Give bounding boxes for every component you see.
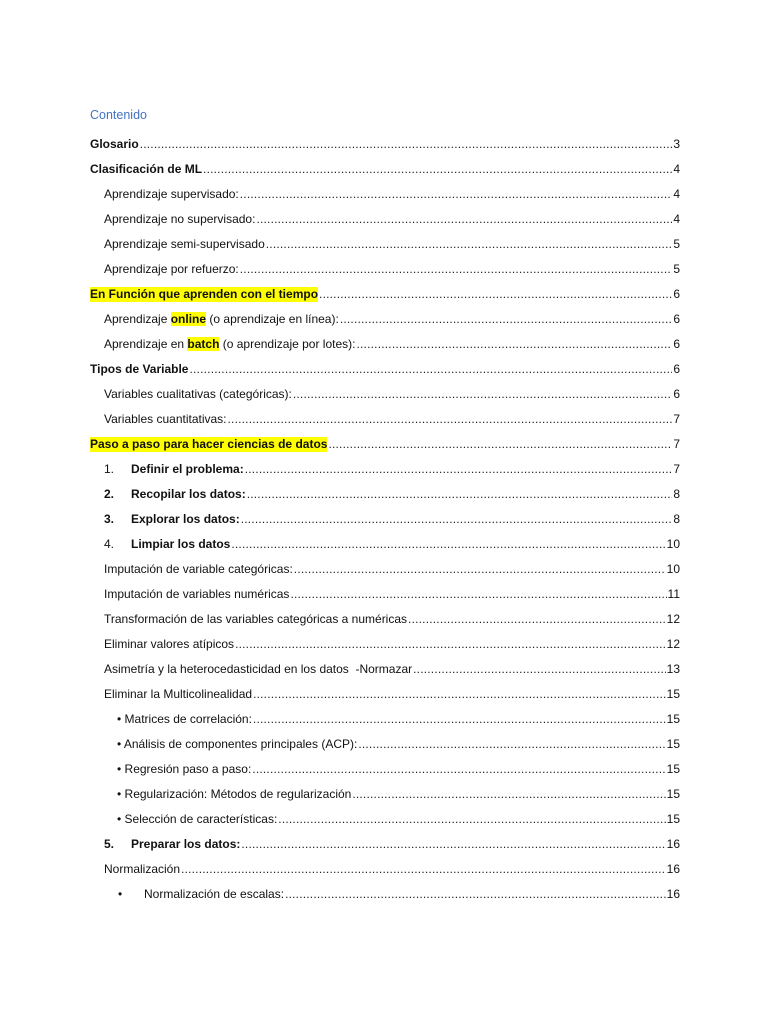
toc-entry-aprendizaje-no-supervisado[interactable] bbox=[104, 207, 680, 227]
toc-page-number: 6 bbox=[673, 362, 680, 376]
toc-page-number: 15 bbox=[666, 812, 680, 826]
toc-entry-explorar-datos[interactable] bbox=[104, 507, 680, 527]
dot-leader bbox=[352, 787, 665, 802]
list-number: 3. bbox=[104, 512, 115, 526]
toc-entry-label: • Regularización: Métodos de regularización bbox=[117, 787, 352, 801]
toc-entry-label bbox=[104, 312, 339, 327]
toc-page-number: 10 bbox=[666, 562, 680, 576]
toc-entry-acp[interactable] bbox=[117, 732, 680, 752]
toc-entry-aprendizaje-por-refuerzo[interactable] bbox=[104, 257, 680, 277]
dot-leader bbox=[140, 137, 673, 152]
list-number: 5. bbox=[104, 837, 115, 851]
label-post: (o aprendizaje en línea): bbox=[206, 312, 339, 326]
toc-entry-label: Recopilar los datos: bbox=[131, 487, 246, 501]
dot-leader bbox=[256, 212, 672, 227]
dot-leader bbox=[189, 362, 672, 377]
toc-entry-label: Tipos de Variable bbox=[90, 362, 189, 376]
toc-page-number: 15 bbox=[666, 737, 680, 751]
toc-entry-label: Aprendizaje supervisado: bbox=[104, 187, 239, 201]
toc-page-number: 15 bbox=[666, 687, 680, 701]
toc-entry-multicolinealidad[interactable] bbox=[104, 682, 680, 702]
toc-entry-limpiar-datos[interactable] bbox=[104, 532, 680, 552]
toc-entry-label: Eliminar la Multicolinealidad bbox=[104, 687, 253, 701]
toc-entry-label: Eliminar valores atípicos bbox=[104, 637, 235, 651]
toc-page-number: 6 bbox=[673, 337, 680, 351]
toc-entry-paso-a-paso[interactable] bbox=[90, 432, 680, 452]
toc-entry-label: Definir el problema: bbox=[131, 462, 244, 476]
toc-page-number: 16 bbox=[666, 862, 680, 876]
toc-page-number: 16 bbox=[666, 887, 680, 901]
toc-entry-label: Aprendizaje por refuerzo: bbox=[104, 262, 239, 276]
toc-entry-variables-cualitativas[interactable] bbox=[104, 382, 680, 402]
toc-page-number: 6 bbox=[673, 312, 680, 326]
dot-leader bbox=[340, 312, 673, 327]
toc-entry-aprendizaje-online[interactable] bbox=[104, 307, 680, 327]
toc-entry-tipos-variable[interactable] bbox=[90, 357, 680, 377]
dot-leader bbox=[235, 637, 666, 652]
toc-entry-imputacion-categoricas[interactable] bbox=[104, 557, 680, 577]
toc-entry-asimetria[interactable] bbox=[104, 657, 680, 677]
dot-leader bbox=[294, 562, 666, 577]
toc-entry-label: • Matrices de correlación: bbox=[117, 712, 252, 726]
toc-page-number: 5 bbox=[673, 262, 680, 276]
toc-entry-label: Asimetría y la heterocedasticidad en los datos -Normazar bbox=[104, 662, 413, 676]
toc-page-number: 7 bbox=[673, 437, 680, 451]
toc-entry-aprendizaje-supervisado[interactable] bbox=[104, 182, 680, 202]
toc-page-number: 6 bbox=[673, 387, 680, 401]
dot-leader bbox=[290, 587, 666, 602]
toc-entry-aprendizaje-batch[interactable] bbox=[104, 332, 680, 352]
bullet-icon: • bbox=[118, 887, 123, 901]
toc-page-number: 11 bbox=[667, 587, 680, 601]
toc-entry-label: Paso a paso para hacer ciencias de datos bbox=[90, 437, 328, 451]
toc-entry-aprendizaje-semi-supervisado[interactable] bbox=[104, 232, 680, 252]
toc-page-number: 15 bbox=[666, 762, 680, 776]
toc-entry-regresion-paso[interactable] bbox=[117, 757, 680, 777]
toc-entry-label: Explorar los datos: bbox=[131, 512, 240, 526]
toc-entry-regularizacion[interactable] bbox=[117, 782, 680, 802]
toc-entry-label: Aprendizaje semi-supervisado bbox=[104, 237, 265, 251]
toc-entry-label: • Regresión paso a paso: bbox=[117, 762, 252, 776]
dot-leader bbox=[241, 512, 673, 527]
label-pre: Aprendizaje bbox=[104, 312, 171, 326]
toc-entry-label: Normalización bbox=[104, 862, 181, 876]
toc-page-number: 15 bbox=[666, 712, 680, 726]
toc-page-number: 8 bbox=[673, 512, 680, 526]
toc-page-number: 12 bbox=[666, 637, 680, 651]
dot-leader bbox=[240, 262, 673, 277]
toc-page-number: 13 bbox=[666, 662, 680, 676]
dot-leader bbox=[231, 537, 665, 552]
toc-page-number: 7 bbox=[673, 412, 680, 426]
toc-entry-label: Variables cualitativas (categóricas): bbox=[104, 387, 292, 401]
toc-page-number: 4 bbox=[673, 212, 680, 226]
label-pre: Aprendizaje en bbox=[104, 337, 188, 351]
toc-page-number: 5 bbox=[673, 237, 680, 251]
dot-leader bbox=[253, 687, 666, 702]
dot-leader bbox=[266, 237, 673, 252]
toc-entry-normalizacion-escalas[interactable] bbox=[104, 882, 680, 902]
dot-leader bbox=[293, 387, 672, 402]
dot-leader bbox=[413, 662, 666, 677]
dot-leader bbox=[278, 812, 665, 827]
highlighted-term: batch bbox=[187, 337, 220, 351]
dot-leader bbox=[228, 412, 673, 427]
toc-entry-label: • Selección de características: bbox=[117, 812, 278, 826]
dot-leader bbox=[319, 287, 672, 302]
dot-leader bbox=[241, 837, 665, 852]
toc-entry-label: • Análisis de componentes principales (ACP): bbox=[117, 737, 358, 751]
dot-leader bbox=[245, 462, 673, 477]
toc-entry-label: Limpiar los datos bbox=[131, 537, 231, 551]
toc-entry-normalizacion[interactable] bbox=[104, 857, 680, 877]
dot-leader bbox=[358, 737, 665, 752]
toc-entry-en-funcion[interactable] bbox=[90, 282, 680, 302]
dot-leader bbox=[252, 762, 665, 777]
toc-entry-label: Variables cuantitativas: bbox=[104, 412, 227, 426]
toc-entry-eliminar-atipicos[interactable] bbox=[104, 632, 680, 652]
toc-entry-preparar-datos[interactable] bbox=[104, 832, 680, 852]
toc-entry-label: Preparar los datos: bbox=[131, 837, 241, 851]
toc-page-number: 3 bbox=[673, 137, 680, 151]
toc-page-number: 8 bbox=[673, 487, 680, 501]
toc-entry-clasificacion-ml[interactable] bbox=[90, 157, 680, 177]
dot-leader bbox=[253, 712, 666, 727]
label-post: (o aprendizaje por lotes): bbox=[219, 337, 356, 351]
toc-entry-definir-problema[interactable] bbox=[104, 457, 680, 477]
toc-entry-label: Normalización de escalas: bbox=[144, 887, 285, 901]
highlighted-term: online bbox=[170, 312, 207, 326]
toc-title: Contenido bbox=[90, 108, 147, 122]
toc-entry-variables-cuantitativas[interactable] bbox=[104, 407, 680, 427]
dot-leader bbox=[408, 612, 666, 627]
dot-leader bbox=[240, 187, 673, 202]
toc-entry-label: Aprendizaje no supervisado: bbox=[104, 212, 256, 226]
dot-leader bbox=[181, 862, 666, 877]
toc-entry-transformacion-variables[interactable] bbox=[104, 607, 680, 627]
toc-entry-label: Clasificación de ML bbox=[90, 162, 203, 176]
toc-entry-matrices-correlacion[interactable] bbox=[117, 707, 680, 727]
toc-entry-label bbox=[104, 337, 355, 352]
toc-page-number: 6 bbox=[673, 287, 680, 301]
list-number: 1. bbox=[104, 462, 115, 476]
toc-entry-label: Glosario bbox=[90, 137, 139, 151]
toc-entry-label: Imputación de variable categóricas: bbox=[104, 562, 293, 576]
toc-page-number: 4 bbox=[673, 187, 680, 201]
list-number: 2. bbox=[104, 487, 115, 501]
list-number: 4. bbox=[104, 537, 115, 551]
dot-leader bbox=[285, 887, 666, 902]
toc-page-number: 12 bbox=[666, 612, 680, 626]
toc-page-number: 10 bbox=[666, 537, 680, 551]
toc-page-number: 15 bbox=[666, 787, 680, 801]
toc-entry-label: En Función que aprenden con el tiempo bbox=[90, 287, 319, 301]
toc-entry-glosario[interactable] bbox=[90, 132, 680, 152]
toc-entry-label: Transformación de las variables categóricas a numéricas bbox=[104, 612, 408, 626]
dot-leader bbox=[328, 437, 672, 452]
toc-page-number: 4 bbox=[673, 162, 680, 176]
toc-entry-recopilar-datos[interactable] bbox=[104, 482, 680, 502]
dot-leader bbox=[203, 162, 672, 177]
toc-entry-imputacion-numericas[interactable] bbox=[104, 582, 680, 602]
toc-entry-seleccion-caracteristicas[interactable] bbox=[117, 807, 680, 827]
dot-leader bbox=[247, 487, 673, 502]
toc-page-number: 7 bbox=[673, 462, 680, 476]
toc-entry-label: Imputación de variables numéricas bbox=[104, 587, 290, 601]
dot-leader bbox=[356, 337, 672, 352]
toc-page-number: 16 bbox=[666, 837, 680, 851]
